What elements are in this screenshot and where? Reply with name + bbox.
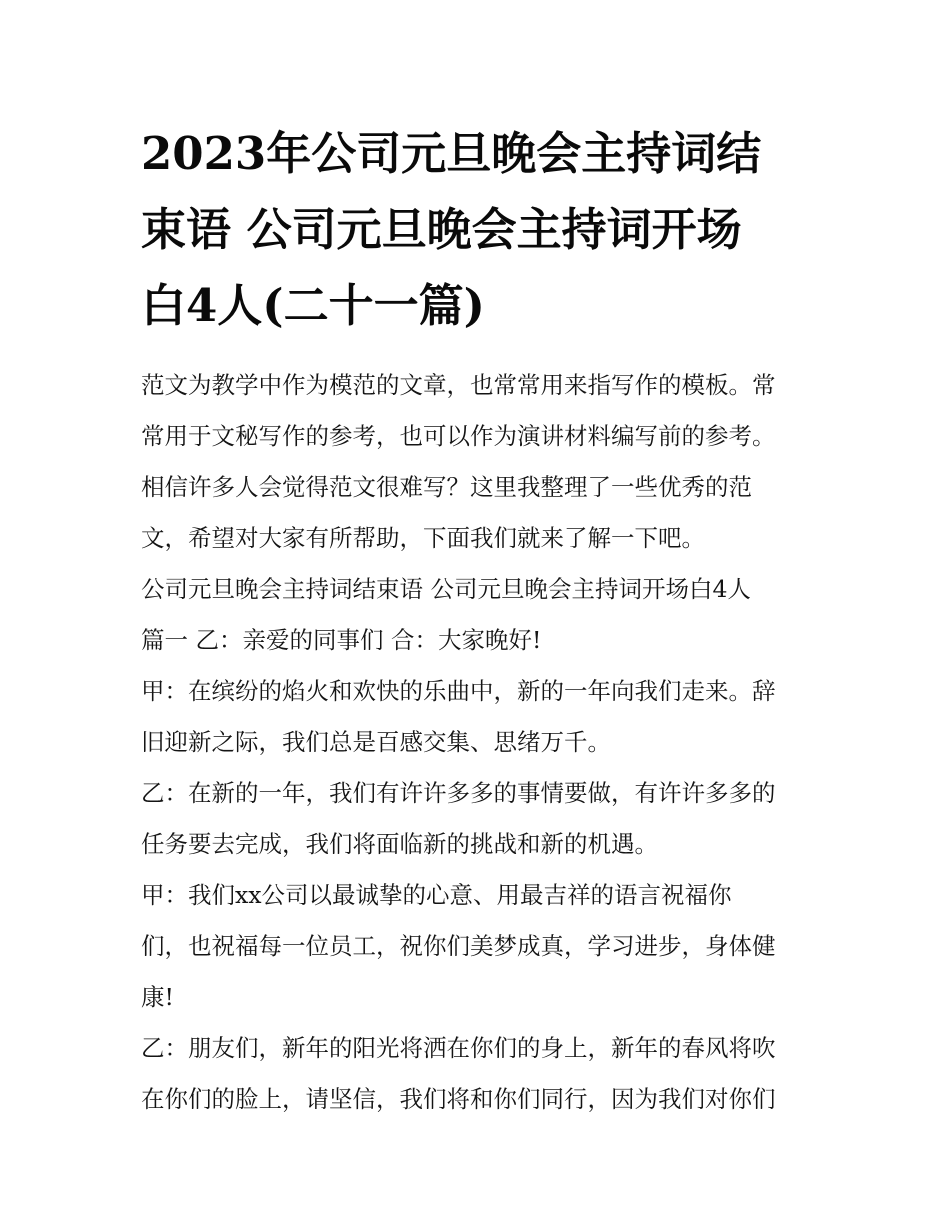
document-body [141, 360, 813, 1125]
title-line-3: 白4人(二十一篇) [141, 279, 485, 332]
document-page [141, 116, 813, 1125]
body-line-7: 甲：在缤纷的焰火和欢快的乐曲中，新的一年向我们走来。辞 [141, 677, 776, 705]
title-line-2: 束语 公司元旦晚会主持词开场 [141, 203, 742, 256]
document-title [141, 116, 813, 344]
body-line-1: 范文为教学中作为模范的文章，也常常用来指写作的模板。常 [141, 371, 776, 399]
body-line-9: 乙：在新的一年，我们有许许多多的事情要做，有许许多多的 [141, 779, 776, 807]
body-line-4: 文，希望对大家有所帮助，下面我们就来了解一下吧。 [141, 524, 705, 552]
body-line-3: 相信许多人会觉得范文很难写？这里我整理了一些优秀的范 [141, 473, 752, 501]
body-line-10: 任务要去完成，我们将面临新的挑战和新的机遇。 [141, 830, 658, 858]
body-line-15: 在你们的脸上，请坚信，我们将和你们同行，因为我们对你们 [141, 1085, 776, 1113]
body-line-14: 乙：朋友们，新年的阳光将洒在你们的身上，新年的春风将吹 [141, 1034, 776, 1062]
body-line-11: 甲：我们xx公司以最诚挚的心意、用最吉祥的语言祝福你 [141, 881, 732, 909]
body-line-5: 公司元旦晚会主持词结束语 公司元旦晚会主持词开场白4人 [141, 575, 751, 603]
title-line-1: 2023年公司元旦晚会主持词结 [141, 127, 762, 180]
body-line-13: 康! [141, 983, 174, 1011]
body-line-6: 篇一 乙：亲爱的同事们 合：大家晚好! [141, 626, 542, 654]
body-line-2: 常用于文秘写作的参考，也可以作为演讲材料编写前的参考。 [141, 422, 776, 450]
body-line-8: 旧迎新之际，我们总是百感交集、思绪万千。 [141, 728, 611, 756]
body-line-12: 们，也祝福每一位员工，祝你们美梦成真，学习进步，身体健 [141, 932, 776, 960]
